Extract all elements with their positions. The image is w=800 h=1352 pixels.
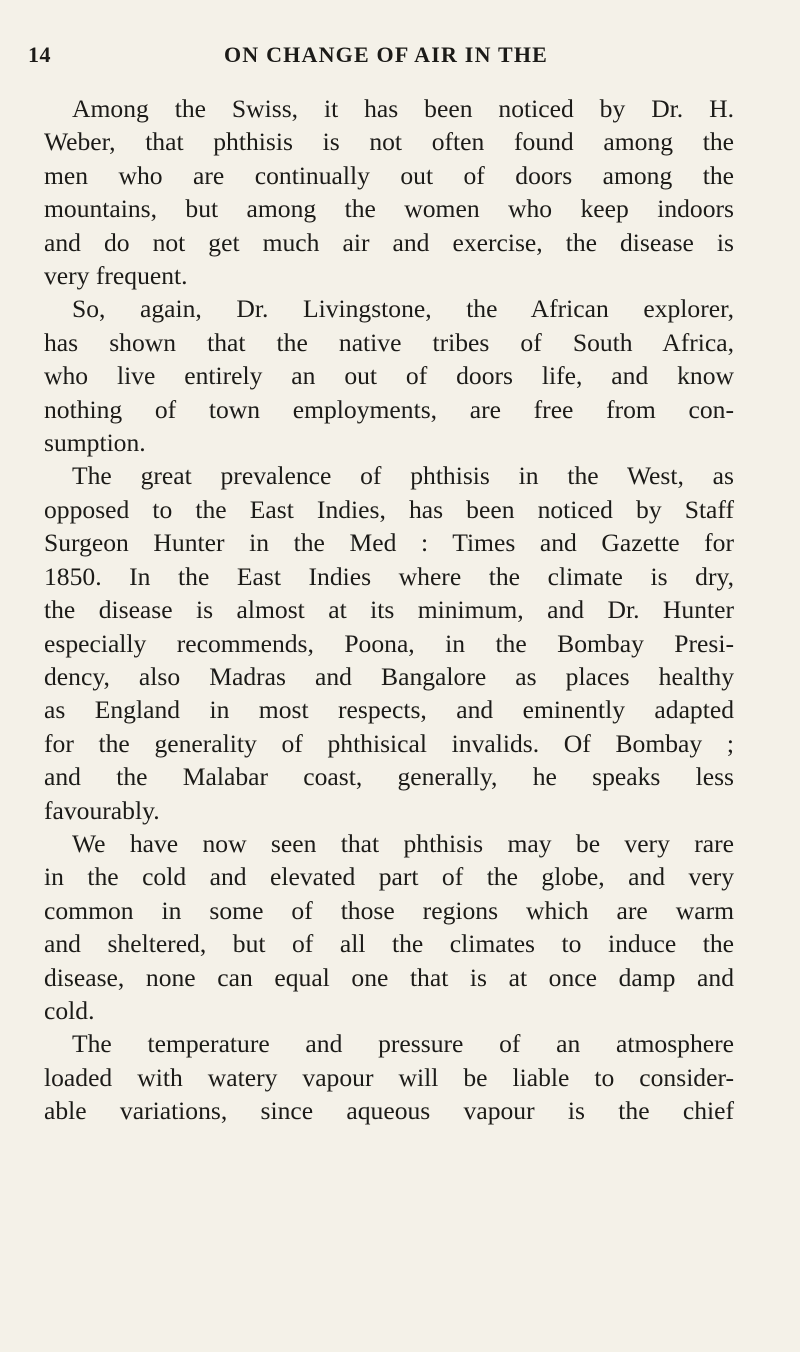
text-line: nothing of town employments, are free from con- [44, 394, 734, 424]
paragraph [44, 1027, 734, 1127]
text-line: has shown that the native tribes of South Africa, [44, 327, 734, 357]
text-line: Among the Swiss, it has been noticed by Dr. H. [72, 94, 734, 123]
paragraph [44, 459, 734, 826]
text-line: who live entirely an out of doors life, and know [44, 361, 734, 391]
running-head [28, 42, 744, 72]
paragraph [44, 827, 734, 1027]
page-number: 14 [28, 42, 51, 67]
paragraph [44, 92, 734, 292]
text-line: favourably. [44, 795, 160, 825]
text-line: opposed to the East Indies, has been noticed by Staff [44, 494, 734, 524]
text-line: men who are continually out of doors among the [44, 160, 734, 190]
text-line: and the Malabar coast, generally, he speaks less [44, 762, 734, 792]
text-line: the disease is almost at its minimum, and Dr. Hunter [44, 595, 734, 625]
text-line: disease, none can equal one that is at once damp and [44, 962, 734, 992]
text-line: Surgeon Hunter in the Med : Times and Gazette for [44, 528, 734, 558]
text-line: The great prevalence of phthisis in the West, as [72, 461, 734, 491]
body-text [44, 92, 734, 1128]
text-line: and do not get much air and exercise, the disease is [44, 227, 734, 257]
text-line: in the cold and elevated part of the globe, and very [44, 862, 734, 892]
text-line: as England in most respects, and eminently adapted [44, 695, 734, 725]
text-line: mountains, but among the women who keep indoors [44, 194, 734, 224]
text-line: and sheltered, but of all the climates to induce the [44, 929, 734, 959]
text-line: for the generality of phthisical invalids. Of Bombay ; [44, 728, 734, 758]
running-head-title: ON CHANGE OF AIR IN THE [223, 42, 549, 67]
text-line: Weber, that phthisis is not often found among the [44, 127, 734, 157]
text-line: common in some of those regions which are warm [44, 895, 734, 925]
text-line: We have now seen that phthisis may be very rare [72, 828, 734, 858]
text-line: dency, also Madras and Bangalore as places healthy [44, 661, 734, 691]
text-line: So, again, Dr. Livingstone, the African explorer, [72, 294, 734, 324]
text-line: sumption. [44, 428, 146, 458]
paragraph [44, 292, 734, 459]
text-line: especially recommends, Poona, in the Bombay Presi- [44, 628, 734, 658]
text-line: cold. [44, 995, 95, 1025]
text-line: loaded with watery vapour will be liable to consider- [44, 1062, 734, 1092]
text-line: The temperature and pressure of an atmosphere [72, 1029, 734, 1059]
text-line: able variations, since aqueous vapour is the chief [44, 1096, 734, 1126]
text-line: very frequent. [44, 261, 188, 291]
text-line: 1850. In the East Indies where the climate is dry, [44, 561, 734, 591]
